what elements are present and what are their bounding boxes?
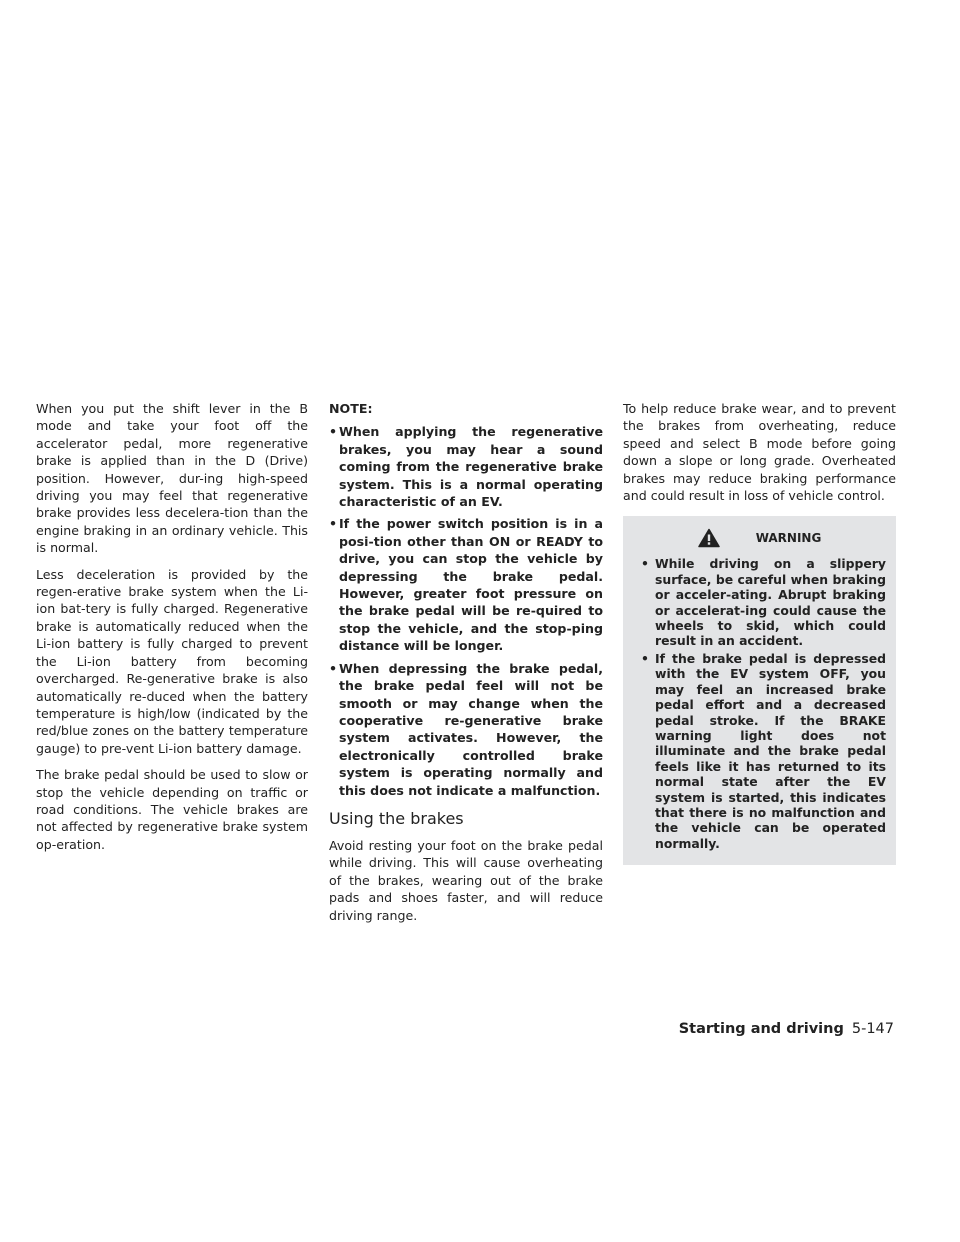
note-item-text: If the power switch position is in a posi-tion other than ON or READY to drive, you can stop the vehicle by depressing the brake pedal. However, greater foot pressure on the brake pedal will be re-quired to stop the vehicle, and the stop-ping distance will be longer. (339, 516, 603, 654)
footer-section-title: Starting and driving (678, 1021, 844, 1037)
warning-title: WARNING (755, 530, 822, 545)
warning-triangle-icon (698, 528, 720, 548)
bullet: • (329, 424, 338, 440)
paragraph-b-mode: When you put the shift lever in the B mode and take your foot off the accelerator pedal, more regenerative brake is applied than in the D (Drive) position. However, dur-ing high-speed driving you may feel that regenerative brake provides less decelera-tion than the engine braking in an ordinary vehicle. This is normal. (36, 401, 308, 556)
warning-box (623, 516, 896, 865)
note-item-text: When depressing the brake pedal, the brake pedal feel will not be smooth or may change when the cooperative re-generative brake system activates. However, the electronically controlled brake system is operating normally and this does not indicate a malfunction. (339, 660, 603, 798)
warning-item-text: If the brake pedal is depressed with the EV system OFF, you may feel an increased brake pedal effort and a decreased pedal stroke. If the BRAKE warning light does not illuminate and the brake pedal feels like it has returned to its normal state after the EV system is started, this indicates that there is no malfunction and the vehicle can be operated normally. (655, 650, 886, 851)
bullet: • (329, 660, 338, 676)
note-item-text: When applying the regenerative brakes, you may hear a sound coming from the regenerative brake system. This is a normal operating characteristic of an EV. (339, 424, 603, 510)
note-item (329, 515, 603, 654)
note-item (329, 423, 603, 510)
paragraph-brake-pedal: The brake pedal should be used to slow or stop the vehicle depending on traffic or road conditions. The vehicle brakes are not affected by regenerative brake system op-eration. (36, 767, 308, 852)
warning-item (633, 651, 886, 851)
column-3 (623, 400, 896, 865)
warning-list (633, 556, 886, 851)
column-2 (329, 400, 603, 933)
warning-header (633, 528, 886, 548)
note-item (329, 660, 603, 799)
paragraph-using-brakes: Avoid resting your foot on the brake pedal while driving. This will cause overheating of the brakes, wearing out of the brake pads and shoes faster, and will reduce driving range. (329, 837, 603, 923)
bullet: • (641, 650, 649, 666)
warning-item (633, 556, 886, 648)
note-heading: NOTE: (329, 401, 373, 416)
note-list (329, 423, 603, 799)
bullet: • (329, 516, 338, 532)
column-1 (36, 400, 308, 862)
paragraph-brake-wear: To help reduce brake wear, and to prevent the brakes from overheating, reduce speed and select B mode before going down a slope or long grade. Overheated brakes may reduce braking performance and could result in loss of vehicle control. (623, 401, 896, 504)
bullet: • (641, 556, 649, 572)
paragraph-deceleration: Less deceleration is provided by the regen-erative brake system when the Li-ion bat-tery is fully charged. Regenerative brake is automatically reduced when the Li-ion battery is fully charged to prevent the Li-ion battery from becoming overcharged. Re-generative brake is also automatically re-duced when the battery temperature is high/low (indicated by the red/blue zones on the battery temperature gauge) to pre-vent Li-ion battery damage. (36, 566, 308, 756)
page-number: 5-147 (851, 1021, 894, 1037)
section-heading: Using the brakes (329, 808, 464, 828)
page-footer (679, 1021, 894, 1037)
warning-item-text: While driving on a slippery surface, be careful when braking or acceler-ating. Abrupt braking or accelerat-ing could cause the wheels to skid, which could result in an accident. (655, 556, 886, 649)
